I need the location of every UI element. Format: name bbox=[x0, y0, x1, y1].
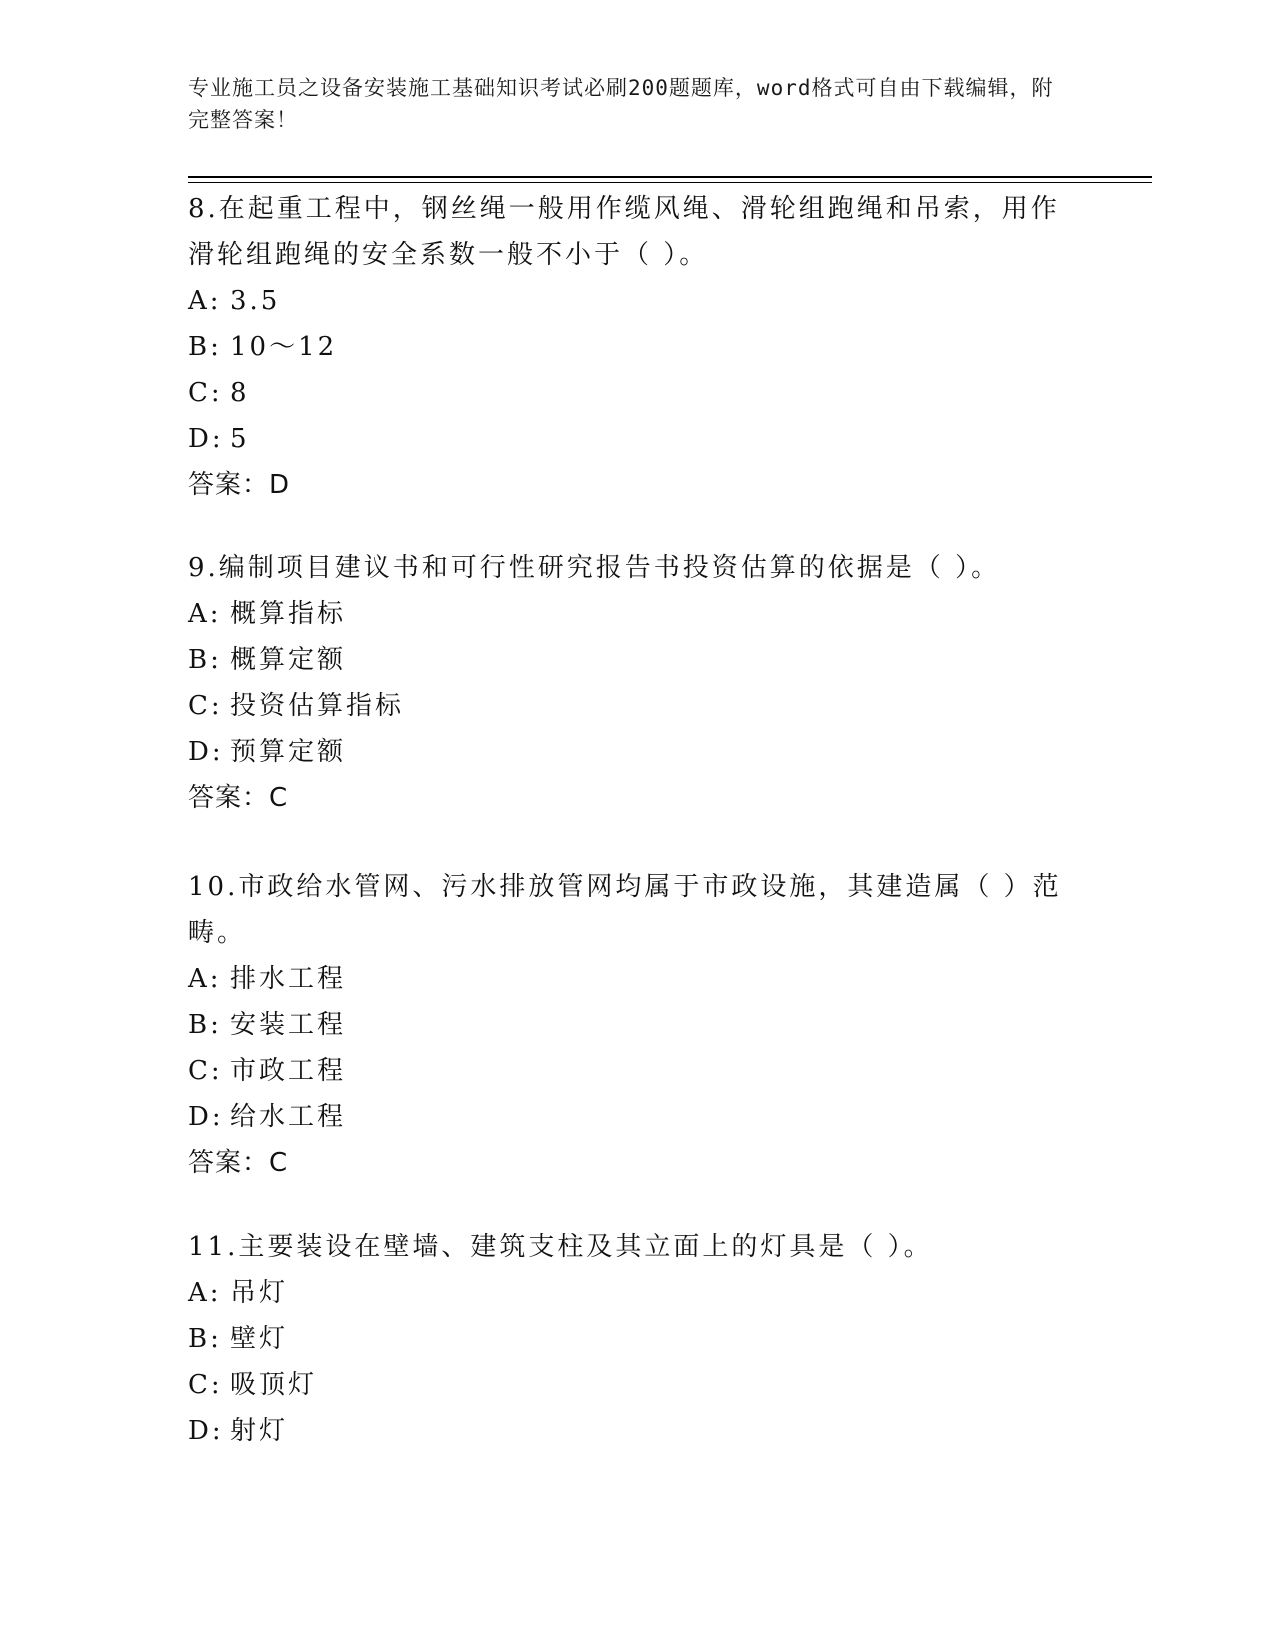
option-d bbox=[188, 1408, 1068, 1454]
option-d bbox=[188, 416, 1068, 462]
option-text: 壁灯 bbox=[230, 1324, 289, 1354]
option-letter: B: bbox=[188, 645, 222, 675]
option-d bbox=[188, 729, 1068, 775]
question-10 bbox=[188, 864, 1068, 1186]
option-letter: A: bbox=[188, 286, 222, 316]
option-letter: B: bbox=[188, 1324, 222, 1354]
option-c bbox=[188, 370, 1068, 416]
option-c bbox=[188, 1362, 1068, 1408]
option-letter: B: bbox=[188, 332, 222, 362]
option-text: 吸顶灯 bbox=[230, 1370, 318, 1400]
option-letter: D: bbox=[188, 1102, 224, 1132]
option-text: 给水工程 bbox=[230, 1102, 347, 1132]
option-letter: A: bbox=[188, 599, 222, 629]
option-a bbox=[188, 591, 1068, 637]
option-a bbox=[188, 956, 1068, 1002]
option-b bbox=[188, 1002, 1068, 1048]
option-letter: C: bbox=[188, 691, 223, 721]
option-text: 10～12 bbox=[230, 332, 338, 362]
option-a bbox=[188, 1270, 1068, 1316]
option-letter: C: bbox=[188, 1056, 223, 1086]
option-letter: D: bbox=[188, 424, 224, 454]
option-text: 吊灯 bbox=[230, 1278, 289, 1308]
option-letter: B: bbox=[188, 1010, 222, 1040]
option-text: 排水工程 bbox=[230, 964, 347, 994]
option-letter: A: bbox=[188, 1278, 222, 1308]
option-text: 预算定额 bbox=[230, 737, 347, 767]
document-header: 专业施工员之设备安装施工基础知识考试必刷200题题库，word格式可自由下载编辑，附完整答案！ bbox=[188, 76, 1054, 132]
option-letter: D: bbox=[188, 1416, 224, 1446]
option-a bbox=[188, 278, 1068, 324]
answer-line: 答案：C bbox=[188, 783, 289, 813]
option-d bbox=[188, 1094, 1068, 1140]
question-stem: 11.主要装设在壁墙、建筑支柱及其立面上的灯具是（ ）。 bbox=[188, 1232, 933, 1262]
question-9 bbox=[188, 545, 1068, 821]
option-text: 8 bbox=[230, 378, 250, 408]
option-c bbox=[188, 1048, 1068, 1094]
question-stem: 10.市政给水管网、污水排放管网均属于市政设施，其建造属（ ）范畴。 bbox=[188, 872, 1062, 948]
question-stem: 8.在起重工程中，钢丝绳一般用作缆风绳、滑轮组跑绳和吊索，用作滑轮组跑绳的安全系数一般不小于（ ）。 bbox=[188, 194, 1060, 270]
option-text: 5 bbox=[230, 424, 250, 454]
option-text: 概算定额 bbox=[230, 645, 347, 675]
option-b bbox=[188, 637, 1068, 683]
question-8 bbox=[188, 186, 1068, 508]
option-c bbox=[188, 683, 1068, 729]
option-b bbox=[188, 324, 1068, 370]
option-text: 安装工程 bbox=[230, 1010, 347, 1040]
option-text: 投资估算指标 bbox=[230, 691, 405, 721]
header-divider bbox=[188, 176, 1152, 183]
question-11 bbox=[188, 1224, 1068, 1454]
option-text: 市政工程 bbox=[230, 1056, 347, 1086]
answer-line: 答案：C bbox=[188, 1148, 289, 1178]
option-text: 3.5 bbox=[230, 286, 281, 316]
question-stem: 9.编制项目建议书和可行性研究报告书投资估算的依据是（ ）。 bbox=[188, 553, 1001, 583]
option-letter: C: bbox=[188, 378, 223, 408]
option-text: 射灯 bbox=[230, 1416, 289, 1446]
option-text: 概算指标 bbox=[230, 599, 347, 629]
option-b bbox=[188, 1316, 1068, 1362]
option-letter: D: bbox=[188, 737, 224, 767]
answer-line: 答案：D bbox=[188, 470, 291, 500]
option-letter: C: bbox=[188, 1370, 223, 1400]
option-letter: A: bbox=[188, 964, 222, 994]
